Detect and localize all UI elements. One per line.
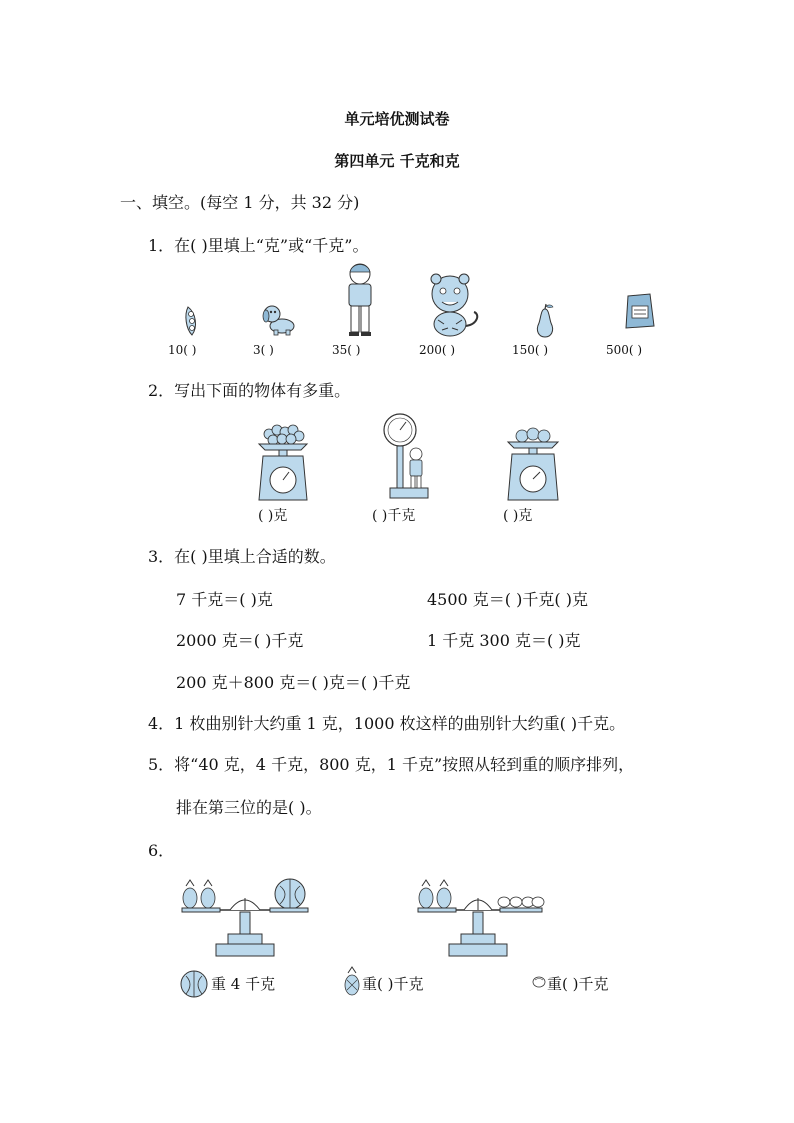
question-6-number: 6． xyxy=(148,841,175,860)
q2-answer-3: ( )克 xyxy=(503,508,533,524)
q3-row2-left: 2000 克＝( )千克 xyxy=(176,631,304,650)
page-subtitle: 第四单元 千克和克 xyxy=(334,152,460,170)
pineapple-icon xyxy=(343,966,361,996)
platform-scale-boy-icon xyxy=(380,412,432,502)
q6-watermelon-text: 重 4 千克 xyxy=(211,975,276,993)
peapod-icon xyxy=(182,305,202,337)
q1-label-peapod: 10( ) xyxy=(168,343,197,357)
q6-fish-text: 重( )千克 xyxy=(547,975,609,993)
q1-label-puppy: 3( ) xyxy=(253,343,274,357)
balance-pineapple-fish-icon xyxy=(414,878,546,960)
q3-row3: 200 克＋800 克＝( )克＝( )千克 xyxy=(176,673,411,692)
puppy-icon xyxy=(260,300,298,336)
page-title: 单元培优测试卷 xyxy=(344,110,450,128)
balance-pineapple-watermelon-icon xyxy=(180,872,310,960)
tiger-icon xyxy=(422,272,482,338)
q1-label-bag: 500( ) xyxy=(606,343,643,357)
boy-icon xyxy=(340,262,380,338)
question-5-line2: 排在第三位的是( )。 xyxy=(176,798,322,817)
question-4-text: 4．1 枚曲别针大约重 1 克，1000 枚这样的曲别针大约重( )千克。 xyxy=(148,714,626,733)
question-1-text: 1．在( )里填上“克”或“千克”。 xyxy=(148,236,369,255)
q3-row2-right: 1 千克 300 克＝( )克 xyxy=(427,631,581,650)
q2-answer-1: ( )克 xyxy=(258,508,288,524)
kitchen-scale-fruit-icon xyxy=(504,424,562,502)
section-heading: 一、填空。(每空 1 分，共 32 分) xyxy=(120,193,360,212)
q1-label-tiger: 200( ) xyxy=(419,343,456,357)
q2-answer-2: ( )千克 xyxy=(372,508,416,524)
q6-pineapple-text: 重( )千克 xyxy=(362,975,424,993)
pear-icon xyxy=(533,303,557,339)
question-2-text: 2．写出下面的物体有多重。 xyxy=(148,381,351,400)
question-5-line1: 5．将“40 克，4 千克，800 克，1 千克”按照从轻到重的顺序排列， xyxy=(148,755,635,774)
fish-icon xyxy=(532,974,546,988)
q1-label-boy: 35( ) xyxy=(332,343,361,357)
question-3-text: 3．在( )里填上合适的数。 xyxy=(148,547,336,566)
q3-row1-right: 4500 克＝( )千克( )克 xyxy=(427,590,588,609)
q3-row1-left: 7 千克＝( )克 xyxy=(176,590,273,609)
q1-label-pear: 150( ) xyxy=(512,343,549,357)
bag-icon xyxy=(622,292,656,330)
kitchen-scale-grapes-icon xyxy=(255,418,311,502)
watermelon-icon xyxy=(180,968,208,998)
